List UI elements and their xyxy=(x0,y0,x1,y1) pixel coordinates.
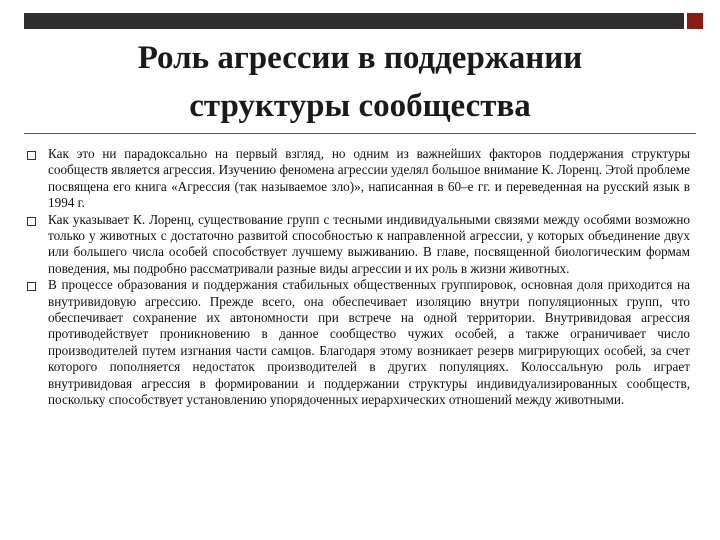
bullet-list xyxy=(26,146,690,409)
slide-title xyxy=(40,34,680,130)
title-divider xyxy=(24,133,696,134)
title-line-2: структуры сообщества xyxy=(189,88,531,124)
title-line-1: Роль агрессии в поддержании xyxy=(137,40,583,76)
decorative-top-bar xyxy=(24,13,684,29)
bullet-item-3 xyxy=(26,277,690,408)
bullet-text: Как указывает К. Лоренц, существование групп с тесными индивидуальными связями между особями возможно только у животных с достаточно развитой способностью к направленной агрессии, у которых объединение двух или большего числа особей способствует лучшему выживанию. В главе, посвященной биологическим формам поведения, мы подробно рассматривали разные виды агрессии и их роль в жизни животных. xyxy=(48,211,690,276)
bullet-text: Как это ни парадоксально на первый взгляд, но одним из важнейших факторов поддержания структуры сообществ является агрессия. Изучению феномена агрессии уделял большое внимание К. Лоренц. Этой проблеме посвящена его книга «Агрессия (так называемое зло)», написанная в 60–е гг. и переведенная на русский язык в 1994 г. xyxy=(48,146,690,211)
square-bullet-icon xyxy=(27,217,36,226)
decorative-red-square xyxy=(687,13,703,29)
square-bullet-icon xyxy=(27,151,36,160)
bullet-item-2 xyxy=(26,212,690,278)
bullet-text: В процессе образования и поддержания стабильных общественных группировок, основная доля приходится на внутривидовую агрессию. Прежде всего, она обеспечивает изоляцию внутри популяционных групп, что обеспечивает сохранение их автономности при встрече на одной территории. Внутривидовая агрессия противодействует проникновению в данное сообщество чужих особей, а также ограничивает число производителей путем изгнания части самцов. Благодаря этому возникает резерв мигрирующих особей, за счет которого пополняется недостаток производителей в других популяциях. Колоссальную роль играет внутривидовая агрессия в формировании и поддержании структуры индивидуализированных сообществ, поскольку способствует установлению упорядоченных иерархических отношений между животными. xyxy=(48,277,690,408)
bullet-item-1 xyxy=(26,146,690,212)
square-bullet-icon xyxy=(27,282,36,291)
